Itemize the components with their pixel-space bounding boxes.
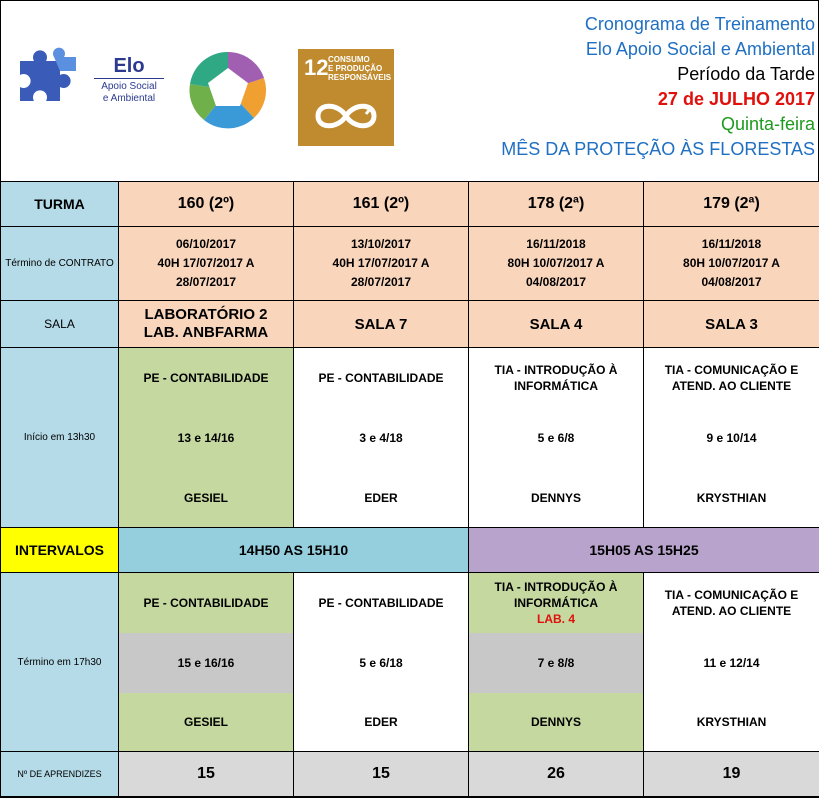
title-line-2: Elo Apoio Social e Ambiental	[585, 39, 815, 59]
turma-cell: 179 (2ª)	[644, 182, 819, 227]
module-range: 3 e 4/18	[359, 431, 403, 445]
course-line: TIA - INTRODUÇÃO À	[494, 363, 618, 377]
teacher-name: EDER	[364, 490, 398, 505]
teacher-name: GESIEL	[183, 490, 228, 505]
title-weekday: Quinta-feira	[720, 114, 815, 134]
inicio-label: Início em 13h30	[1, 348, 119, 528]
contrato-cell	[294, 227, 469, 301]
sala-cell: SALA 7	[294, 301, 469, 348]
contrato-line: 40H 17/07/2017 A	[157, 256, 255, 270]
puzzle-icon	[14, 47, 82, 117]
aprendizes-count: 26	[469, 752, 644, 797]
sala-label: SALA	[1, 301, 119, 348]
termino-cell	[294, 573, 469, 752]
course-name	[644, 348, 819, 408]
turma-cell: 178 (2ª)	[469, 182, 644, 227]
contrato-line: 80H 10/07/2017 A	[507, 256, 605, 270]
contrato-label: Término de CONTRATO	[1, 227, 119, 301]
contrato-line: 04/08/2017	[701, 275, 762, 289]
title-line-1: Cronograma de Treinamento	[584, 14, 815, 34]
course-line: PE - CONTABILIDADE	[318, 596, 444, 610]
inicio-cell	[644, 348, 819, 528]
contrato-line: 16/11/2018	[526, 237, 586, 251]
intervalo-a: 14H50 AS 15H10	[119, 528, 469, 573]
contrato-cell	[119, 227, 294, 301]
teacher-name: DENNYS	[469, 693, 643, 751]
turma-cell: 161 (2º)	[294, 182, 469, 227]
course-line: TIA - COMUNICAÇÃO E	[664, 588, 799, 602]
course-name	[644, 573, 819, 633]
course-line: INFORMÁTICA	[514, 596, 598, 610]
ods-12-logo	[298, 49, 394, 146]
aprendizes-count: 19	[644, 752, 819, 797]
title-block	[501, 12, 815, 162]
infinity-icon	[312, 99, 380, 133]
elo-logo	[14, 47, 157, 117]
module-range: 5 e 6/18	[359, 656, 403, 670]
course-line: ATEND. AO CLIENTE	[671, 379, 792, 393]
contrato-line: 04/08/2017	[525, 275, 587, 289]
turma-cell: 160 (2º)	[119, 182, 294, 227]
teacher-name: EDER	[364, 715, 398, 729]
module-range: 7 e 8/8	[469, 633, 643, 693]
inicio-cell	[119, 348, 294, 528]
module-range: 11 e 12/14	[703, 656, 760, 670]
inicio-cell	[469, 348, 644, 528]
course-line: ATEND. AO CLIENTE	[671, 604, 792, 618]
contrato-line: 28/07/2017	[175, 275, 237, 289]
ods-title	[328, 55, 391, 82]
course-line: PE - CONTABILIDADE	[143, 596, 269, 610]
sala-cell: SALA 4	[469, 301, 644, 348]
contrato-line: 16/11/2018	[701, 237, 762, 251]
course-name	[469, 573, 643, 633]
module-range: 13 e 14/16	[177, 431, 235, 445]
module-range: 9 e 10/14	[706, 431, 757, 445]
contrato-line: 40H 17/07/2017 A	[332, 256, 430, 270]
sala-cell	[119, 301, 294, 348]
course-line: INFORMÁTICA	[514, 379, 598, 393]
teacher-name: KRYSTHIAN	[696, 490, 767, 505]
teacher-name: GESIEL	[119, 693, 293, 751]
aprendizes-count: 15	[119, 752, 294, 797]
course-name	[119, 573, 293, 633]
turma-label: TURMA	[1, 182, 119, 227]
course-name	[119, 348, 293, 408]
course-name	[294, 573, 468, 633]
contrato-line: 80H 10/07/2017 A	[683, 256, 780, 270]
contrato-line: 06/10/2017	[175, 237, 237, 251]
contrato-line: 13/10/2017	[350, 237, 412, 251]
course-line: TIA - COMUNICAÇÃO E	[664, 363, 799, 377]
module-range: 5 e 6/8	[537, 431, 575, 445]
aprendizes-count: 15	[294, 752, 469, 797]
inicio-cell	[294, 348, 469, 528]
sustainability-circle-logo	[188, 50, 268, 130]
elo-sub-1: Apoio Social	[101, 81, 157, 92]
course-line: PE - CONTABILIDADE	[318, 371, 444, 385]
header	[0, 0, 819, 181]
termino-cell	[119, 573, 294, 752]
module-range: 15 e 16/16	[119, 633, 293, 693]
elo-sub-2: e Ambiental	[102, 93, 156, 104]
teacher-name: DENNYS	[530, 490, 581, 505]
contrato-line: 28/07/2017	[350, 275, 412, 289]
termino-cell	[644, 573, 819, 752]
course-name	[469, 348, 643, 408]
title-line-3: Período da Tarde	[677, 64, 815, 84]
ods-title-line: RESPONSÁVEIS	[328, 73, 392, 82]
title-date: 27 de JULHO 2017	[657, 89, 815, 109]
course-name	[294, 348, 468, 408]
aprendizes-label: Nº DE APRENDIZES	[1, 752, 119, 797]
sala-line: LAB. ANBFARMA	[143, 324, 269, 341]
ods-title-line: CONSUMO	[328, 55, 370, 64]
course-line: PE - CONTABILIDADE	[143, 371, 269, 385]
contrato-cell	[469, 227, 644, 301]
elo-brand: Elo	[113, 55, 145, 77]
title-month-theme: MÊS DA PROTEÇÃO ÀS FLORESTAS	[501, 139, 815, 159]
sala-line: LABORATÓRIO 2	[144, 306, 268, 323]
teacher-name: KRYSTHIAN	[696, 715, 767, 729]
termino-label: Término em 17h30	[1, 573, 119, 752]
ods-number: 12	[304, 55, 329, 80]
lab-note: LAB. 4	[536, 612, 575, 626]
ods-title-line: E PRODUÇÃO	[328, 64, 383, 73]
course-line: TIA - INTRODUÇÃO À	[494, 580, 618, 594]
termino-cell	[469, 573, 644, 752]
intervalo-b: 15H05 AS 15H25	[469, 528, 819, 573]
sala-cell: SALA 3	[644, 301, 819, 348]
contrato-cell	[644, 227, 819, 301]
intervalos-label: INTERVALOS	[1, 528, 119, 573]
schedule-table	[0, 181, 819, 797]
